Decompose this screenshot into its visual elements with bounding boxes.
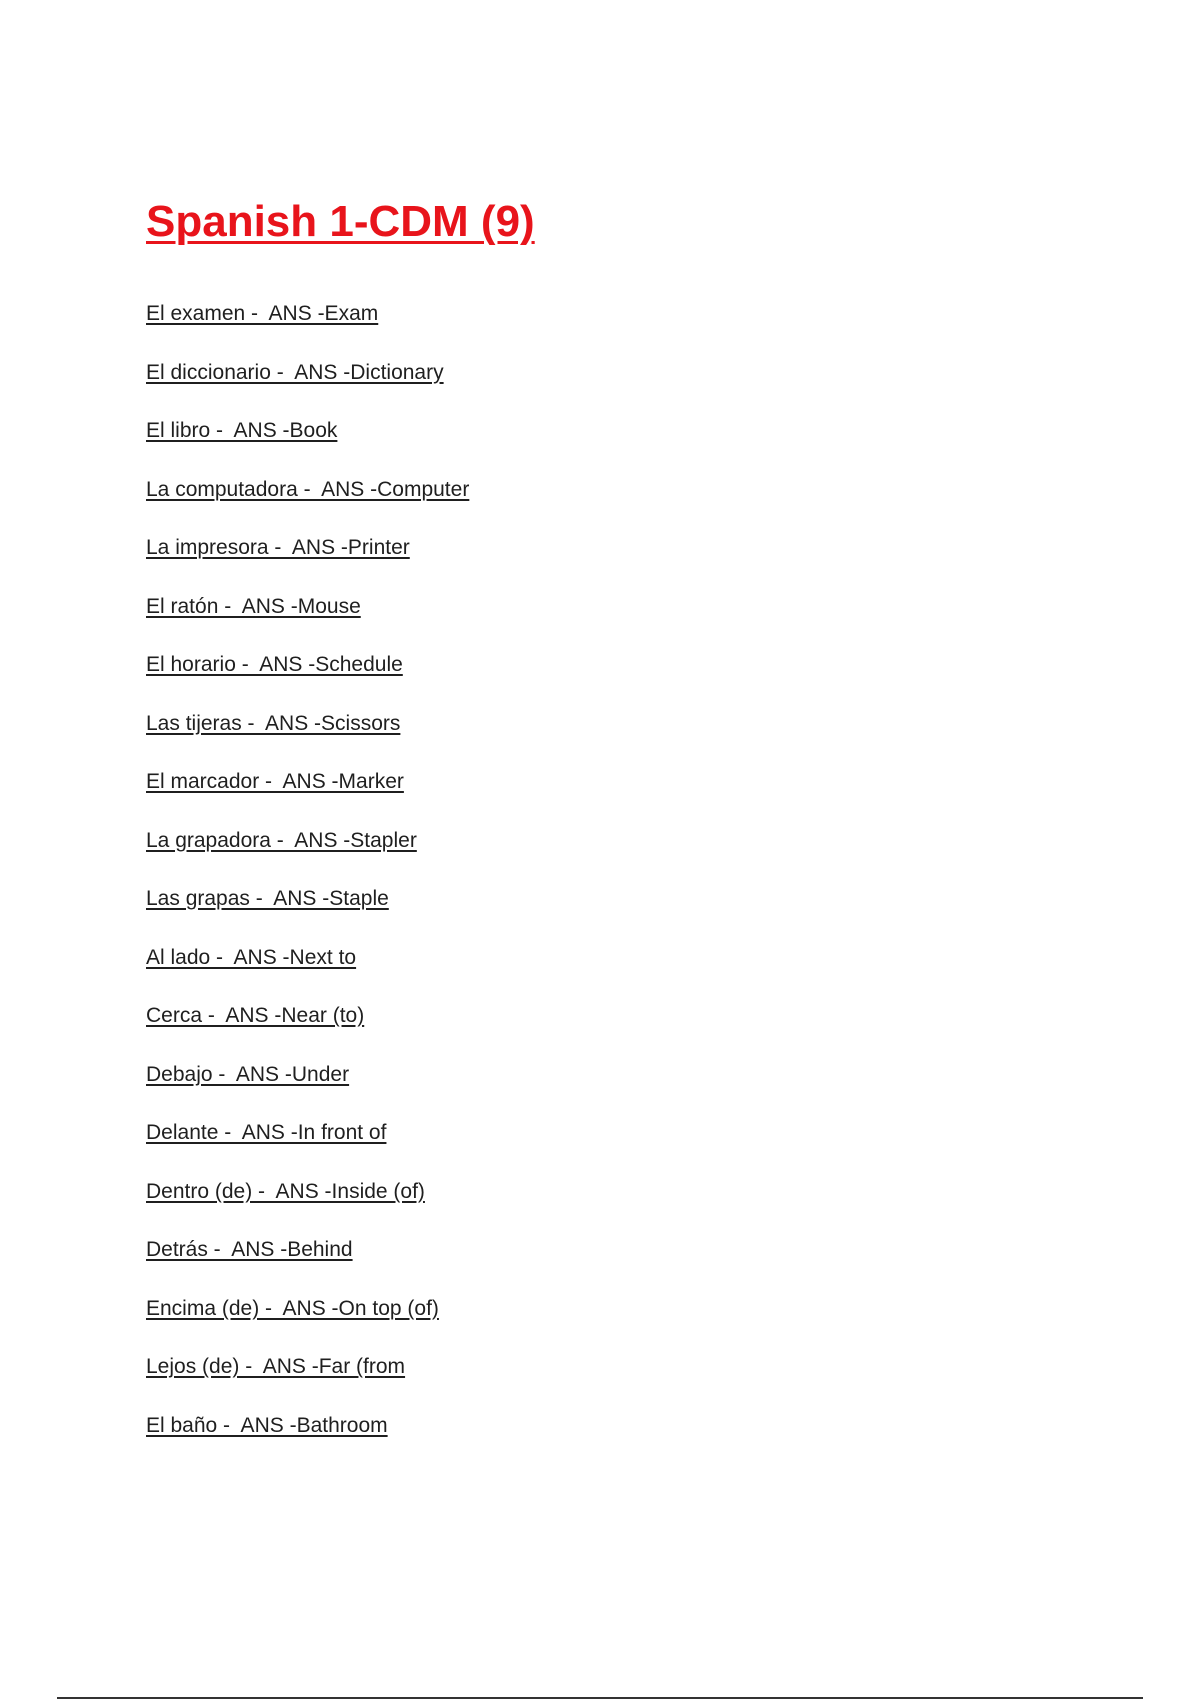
- list-item: [146, 476, 469, 535]
- vocabulary-term: Debajo - ANS -Under: [146, 1062, 350, 1086]
- vocabulary-term: El ratón - ANS -Mouse: [146, 594, 361, 618]
- list-item: [146, 1061, 469, 1120]
- list-item: [146, 417, 469, 476]
- list-item: [146, 300, 469, 359]
- list-item: [146, 593, 469, 652]
- list-item: [146, 1353, 469, 1412]
- list-item: [146, 885, 469, 944]
- vocabulary-term: Las grapas - ANS -Staple: [146, 887, 389, 910]
- vocabulary-term: El baño - ANS -Bathroom: [146, 1413, 388, 1437]
- list-item: [146, 534, 469, 593]
- vocabulary-term: Dentro (de) - ANS -Inside (of): [146, 1179, 425, 1203]
- vocabulary-term: El diccionario - ANS -Dictionary: [146, 360, 444, 384]
- list-item: [146, 359, 469, 418]
- vocabulary-term: Al lado - ANS -Next to: [146, 945, 357, 969]
- vocabulary-term: La impresora - ANS -Printer: [146, 536, 410, 559]
- vocabulary-term: El libro - ANS -Book: [146, 419, 338, 442]
- vocabulary-term: El examen - ANS -Exam: [146, 302, 379, 325]
- vocabulary-list: [146, 300, 469, 1470]
- list-item: [146, 1295, 469, 1354]
- list-item: [146, 1178, 469, 1237]
- vocabulary-term: Delante - ANS -In front of: [146, 1121, 387, 1144]
- list-item: [146, 710, 469, 769]
- vocabulary-term: Encima (de) - ANS -On top (of): [146, 1296, 439, 1320]
- vocabulary-term: El marcador - ANS -Marker: [146, 770, 404, 793]
- vocabulary-term: Detrás - ANS -Behind: [146, 1238, 353, 1261]
- vocabulary-term: Las tijeras - ANS -Scissors: [146, 711, 401, 735]
- vocabulary-term: Lejos (de) - ANS -Far (from: [146, 1355, 406, 1378]
- list-item: [146, 768, 469, 827]
- list-item: [146, 944, 469, 1003]
- vocabulary-term: El horario - ANS -Schedule: [146, 653, 403, 676]
- vocabulary-term: La computadora - ANS -Computer: [146, 477, 470, 501]
- vocabulary-term: La grapadora - ANS -Stapler: [146, 828, 417, 852]
- page-title: Spanish 1-CDM (9): [146, 197, 535, 246]
- list-item: [146, 1002, 469, 1061]
- list-item: [146, 1236, 469, 1295]
- vocabulary-term: Cerca - ANS -Near (to): [146, 1004, 365, 1027]
- list-item: [146, 827, 469, 886]
- list-item: [146, 651, 469, 710]
- list-item: [146, 1119, 469, 1178]
- footer-divider: [57, 1697, 1143, 1699]
- list-item: [146, 1412, 469, 1471]
